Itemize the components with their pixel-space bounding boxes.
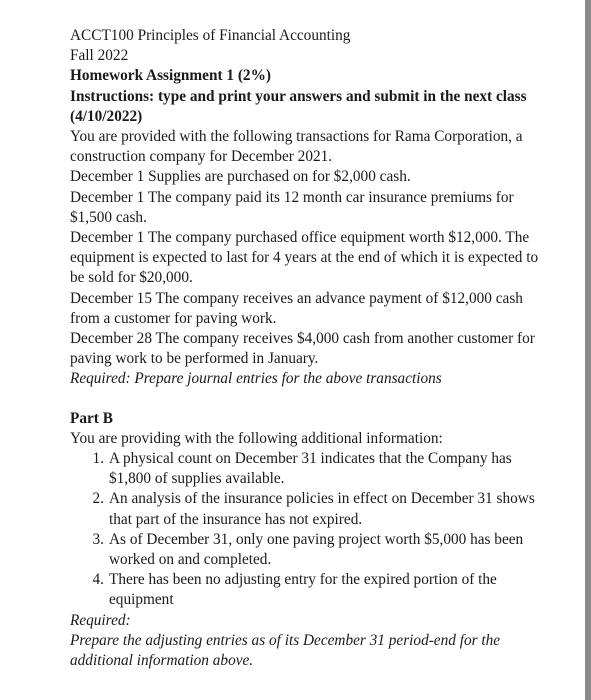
list-item-text: A physical count on December 31 indicates that the Company has $1,800 of supplies available. xyxy=(109,450,512,488)
part-a-required: Required: Prepare journal entries for the above transactions xyxy=(70,370,442,388)
term: Fall 2022 xyxy=(70,47,129,65)
section-gap xyxy=(70,390,540,409)
transaction-3: December 1 The company purchased office equipment worth $12,000. The equipment is expected to last for 4 years at the end of which it is expected to be sold for $20,000. xyxy=(70,229,539,287)
list-item-text: An analysis of the insurance policies in effect on December 31 shows that part of the insurance has not expired. xyxy=(109,490,535,528)
list-item-number: 2. xyxy=(92,490,104,508)
part-b-required-label: Required: xyxy=(70,611,131,629)
list-item-text: As of December 31, only one paving project worth $5,000 has been worked on and completed. xyxy=(109,530,524,569)
page-edge-border xyxy=(585,0,591,700)
list-item-number: 3. xyxy=(92,530,104,548)
part-b-intro: You are providing with the following additional information: xyxy=(70,429,443,447)
course-title: ACCT100 Principles of Financial Accounting xyxy=(70,27,351,44)
transaction-2: December 1 The company paid its 12 month car insurance premiums for $1,500 cash. xyxy=(70,188,514,226)
transaction-4: December 15 The company receives an advance payment of $12,000 cash from a customer for paving work. xyxy=(70,289,523,327)
assignment-title: Homework Assignment 1 (2%) xyxy=(70,67,271,85)
transaction-5: December 28 The company receives $4,000 cash from another customer for paving work to be performed in January. xyxy=(70,330,535,368)
list-item xyxy=(70,489,540,529)
part-a-intro: You are provided with the following transactions for Rama Corporation, a construction company for December 2021. xyxy=(70,128,523,166)
list-item-number: 1. xyxy=(92,450,104,468)
list-item xyxy=(70,449,540,489)
transaction-1: December 1 Supplies are purchased on for $2,000 cash. xyxy=(70,168,411,186)
document-body xyxy=(70,26,540,671)
part-b-required-text: Prepare the adjusting entries as of its December 31 period-end for the additional information above. xyxy=(70,631,501,670)
list-item-number: 4. xyxy=(92,571,104,589)
part-b-title: Part B xyxy=(70,409,113,427)
list-item xyxy=(70,570,540,610)
instructions: Instructions: type and print your answers and submit in the next class (4/10/2022) xyxy=(70,87,527,125)
list-item xyxy=(70,530,540,570)
part-b-list xyxy=(70,449,540,611)
list-item-text: There has been no adjusting entry for the expired portion of the equipment xyxy=(109,571,497,609)
